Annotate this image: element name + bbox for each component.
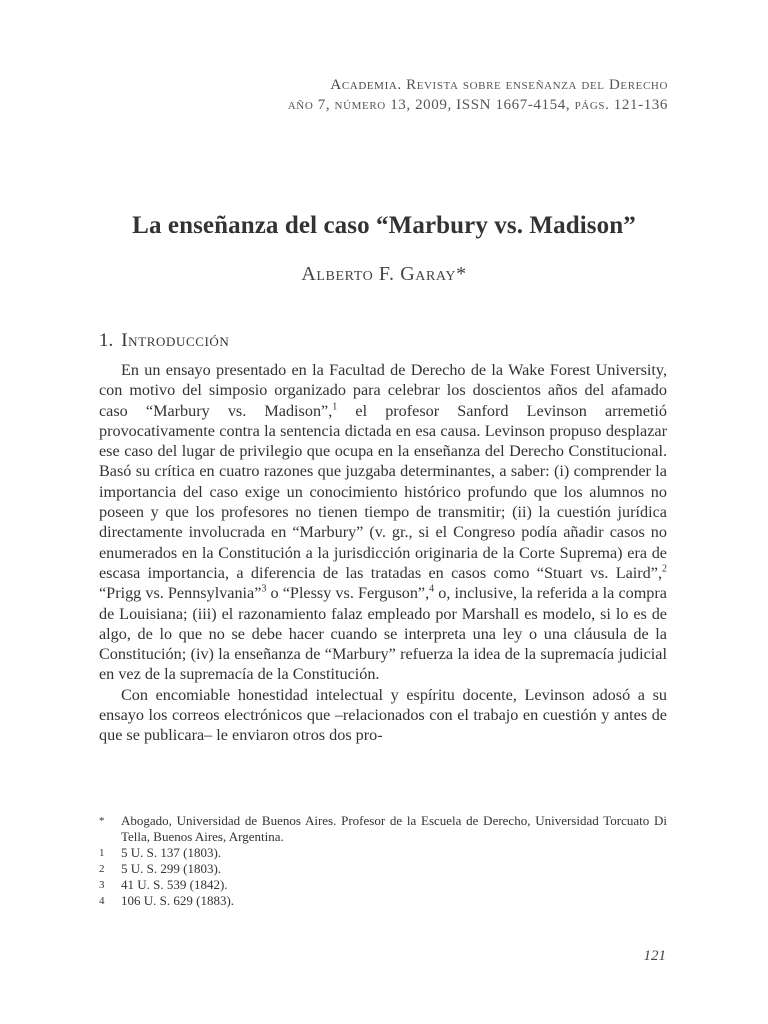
paragraph-1-text-a: En un ensayo presentado en la Facultad de Derecho de la Wake Forest University, con motivo del simposio organizado para celebrar los doscientos años del afamado caso “Marbury vs. Madison”, <box>99 361 667 420</box>
footnote-text: 5 U. S. 137 (1803). <box>121 845 222 860</box>
footnote-ref-2: 2 <box>662 563 667 575</box>
section-number: 1. <box>99 330 114 351</box>
article-body <box>99 360 667 746</box>
paragraph-2: Con encomiable honestidad intelectual y espíritu docente, Levinson adosó a su ensayo los correos electrónicos que –relacionados con el trabajo en cuestión y antes de que se publicara– le enviaron otros dos pro- <box>99 685 667 745</box>
paragraph-1 <box>99 360 667 685</box>
footnote-mark: 3 <box>99 879 105 891</box>
journal-issue-numbers: 13, 2009, ISSN 1667-4154, <box>390 97 571 113</box>
paragraph-1-text-e: o, inclusive, la referida a la compra de Louisiana; (iii) el razonamiento falaz empleado por Marshall es modelo, si lo es de algo, de lo que no se debe hacer cuando se interpreta una ley o una cláusula de la Constitución; (iv) la enseñanza de “Marbury” refuerza la idea de la supremacía judicial en vez de la supremacía de la Constitución. <box>99 584 667 684</box>
footnote-text: 5 U. S. 299 (1803). <box>121 861 222 876</box>
journal-number-label: número <box>334 97 386 113</box>
footnote-text: 106 U. S. 629 (1883). <box>121 893 235 908</box>
footnote-author <box>99 813 667 845</box>
journal-header <box>288 75 668 115</box>
journal-pages: 121-136 <box>613 97 668 113</box>
footnote-mark: 4 <box>99 895 105 907</box>
paragraph-1-text-d: o “Plessy vs. Ferguson”, <box>266 584 430 603</box>
footnote-mark: 1 <box>99 847 105 859</box>
journal-subtitle: Revista sobre enseñanza del Derecho <box>406 77 668 93</box>
page-number: 121 <box>643 948 666 964</box>
paragraph-1-text-b: el profesor Sanford Levinson arremetió provocativamente contra la sentencia dictada en esa causa. Levinson propuso desplazar ese caso del lugar de privilegio que ocupa en la enseñanza del Derecho Constitucional. Basó su crítica en cuatro razones que juzgaba determinantes, a saber: (i) comprender la importancia del caso exige un conocimiento histórico profundo que los alumnos no poseen y que los profesores no tienen tiempo de transmitir; (ii) la cuestión jurídica directamente involucrada en “Marbury” (v. gr., si el Congreso podía añadir casos no enumerados en la Constitución a la jurisdicción originaria de la Corte Suprema) era de escasa importancia, a diferencia de las tratadas en casos como “Stuart vs. Laird”, <box>99 401 667 582</box>
paragraph-1-text-c: “Prigg vs. Pennsylvania” <box>99 584 262 603</box>
journal-pages-label: págs. <box>574 97 610 113</box>
journal-name: Academia. <box>330 77 402 93</box>
footnote-mark: * <box>99 815 105 827</box>
footnote-text: 41 U. S. 539 (1842). <box>121 877 228 892</box>
section-heading <box>99 330 229 352</box>
journal-header-line-2 <box>288 95 668 115</box>
footnote-ref-3: 3 <box>261 583 267 595</box>
article-author: Alberto F. Garay* <box>301 263 467 285</box>
footnote-2 <box>99 861 667 877</box>
footnote-3 <box>99 877 667 893</box>
section-title: Introducción <box>121 330 230 351</box>
footnote-ref-4: 4 <box>429 583 435 595</box>
footnote-mark: 2 <box>99 863 105 875</box>
footnotes <box>99 813 667 909</box>
journal-header-line-1 <box>288 75 668 95</box>
article-title: La enseñanza del caso “Marbury vs. Madison” <box>132 212 636 239</box>
footnote-text: Abogado, Universidad de Buenos Aires. Profesor de la Escuela de Derecho, Universidad Torcuato Di Tella, Buenos Aires, Argentina. <box>121 813 667 844</box>
journal-year-label: año 7, <box>287 97 331 113</box>
footnote-4 <box>99 893 667 909</box>
footnote-1 <box>99 845 667 861</box>
footnote-ref-1: 1 <box>332 401 338 413</box>
